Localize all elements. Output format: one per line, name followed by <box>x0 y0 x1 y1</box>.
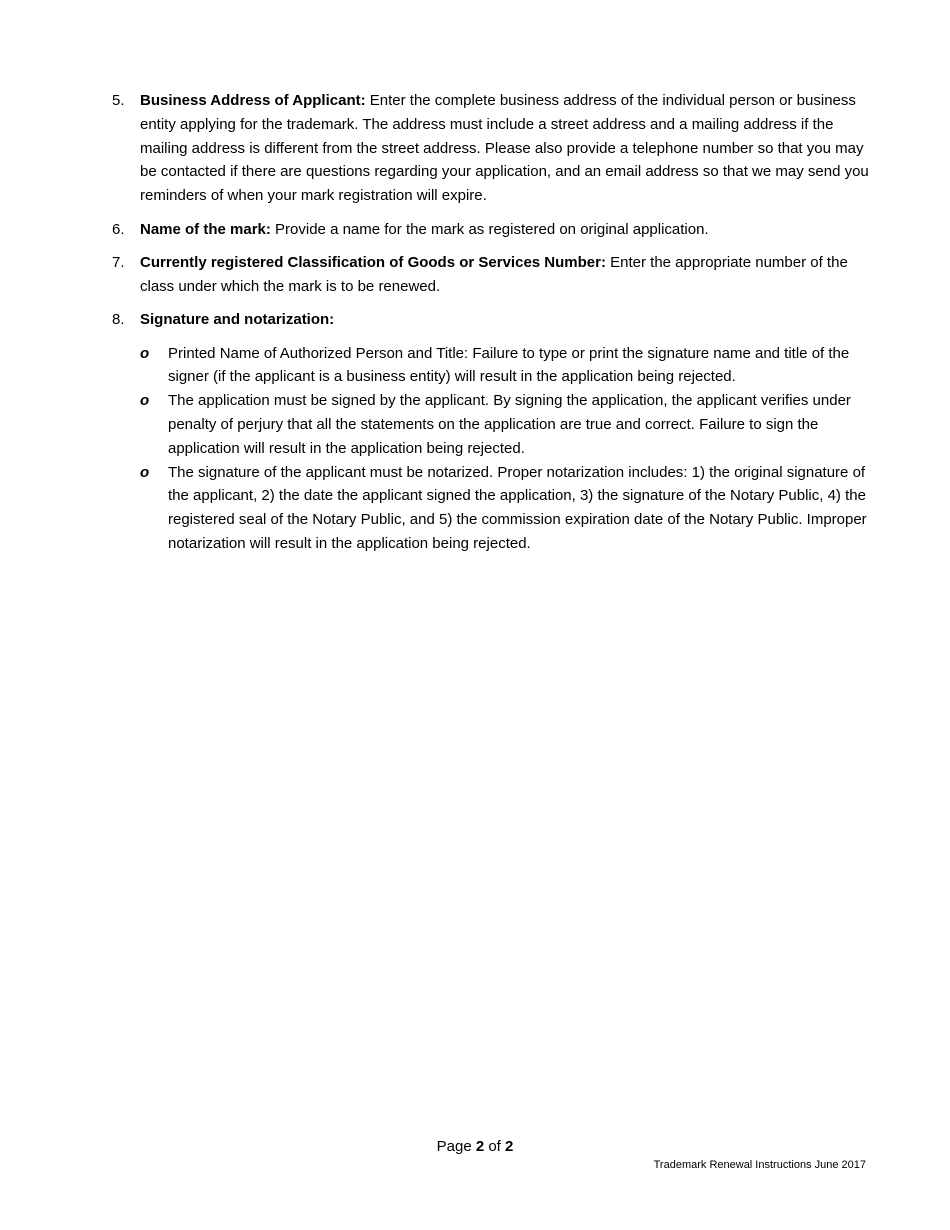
item-text: Provide a name for the mark as registered on original application. <box>270 220 709 238</box>
circle-bullet-icon: o <box>140 392 150 410</box>
item-heading: Currently registered Classification of Goods or Services Number: <box>140 253 606 271</box>
signature-requirements-list <box>112 342 872 556</box>
list-item-7 <box>112 251 872 299</box>
sub-item-text: The application must be signed by the applicant. By signing the application, the applicant verifies under penalty of perjury that all the statements on the application are true and correct. Failure to sign the application will result in the application being rejected. <box>168 392 851 457</box>
list-item-8 <box>112 308 872 332</box>
item-text: Enter the complete business address of the individual person or business entity applying for the trademark. The address must include a street address and a mailing address if the mailing address is different from the street address. Please also provide a telephone number so that you may be contacted if there are questions regarding your application, and an email address so that we may send you reminders of when your mark registration will expire. <box>140 92 869 205</box>
sub-item-text: The signature of the applicant must be notarized. Proper notarization includes: 1) the original signature of the applicant, 2) the date the applicant signed the application, 3) the signature of the Notary Public, 4) the registered seal of the Notary Public, and 5) the commission expiration date of the Notary Public. Improper notarization will result in the application being rejected. <box>168 463 867 552</box>
item-number: 8. <box>112 311 125 329</box>
circle-bullet-icon: o <box>140 463 150 481</box>
sub-list-item <box>112 342 872 390</box>
page-of: of <box>484 1138 506 1155</box>
page-number <box>0 1136 950 1158</box>
item-number: 6. <box>112 220 125 238</box>
page-total: 2 <box>505 1138 514 1155</box>
item-number: 5. <box>112 92 125 109</box>
instructions-list <box>112 89 872 556</box>
sub-list-item <box>112 389 872 460</box>
page-current: 2 <box>475 1138 485 1155</box>
circle-bullet-icon: o <box>140 344 150 362</box>
item-heading: Signature and notarization: <box>140 311 335 329</box>
sub-list-item <box>112 461 872 556</box>
item-heading: Name of the mark: <box>140 220 271 238</box>
item-heading: Business Address of Applicant: <box>140 92 366 109</box>
item-text: Enter the appropriate number of the class under which the mark is to be renewed. <box>140 253 848 295</box>
document-footer-title: Trademark Renewal Instructions June 2017 <box>653 1159 866 1171</box>
list-item-6 <box>112 218 872 242</box>
sub-item-text: Printed Name of Authorized Person and Title: Failure to type or print the signature name and title of the signer (if the applicant is a business entity) will result in the application being rejected. <box>168 344 850 386</box>
list-item-5 <box>112 89 872 208</box>
item-number: 7. <box>112 253 125 271</box>
page-prefix: Page <box>436 1138 476 1155</box>
